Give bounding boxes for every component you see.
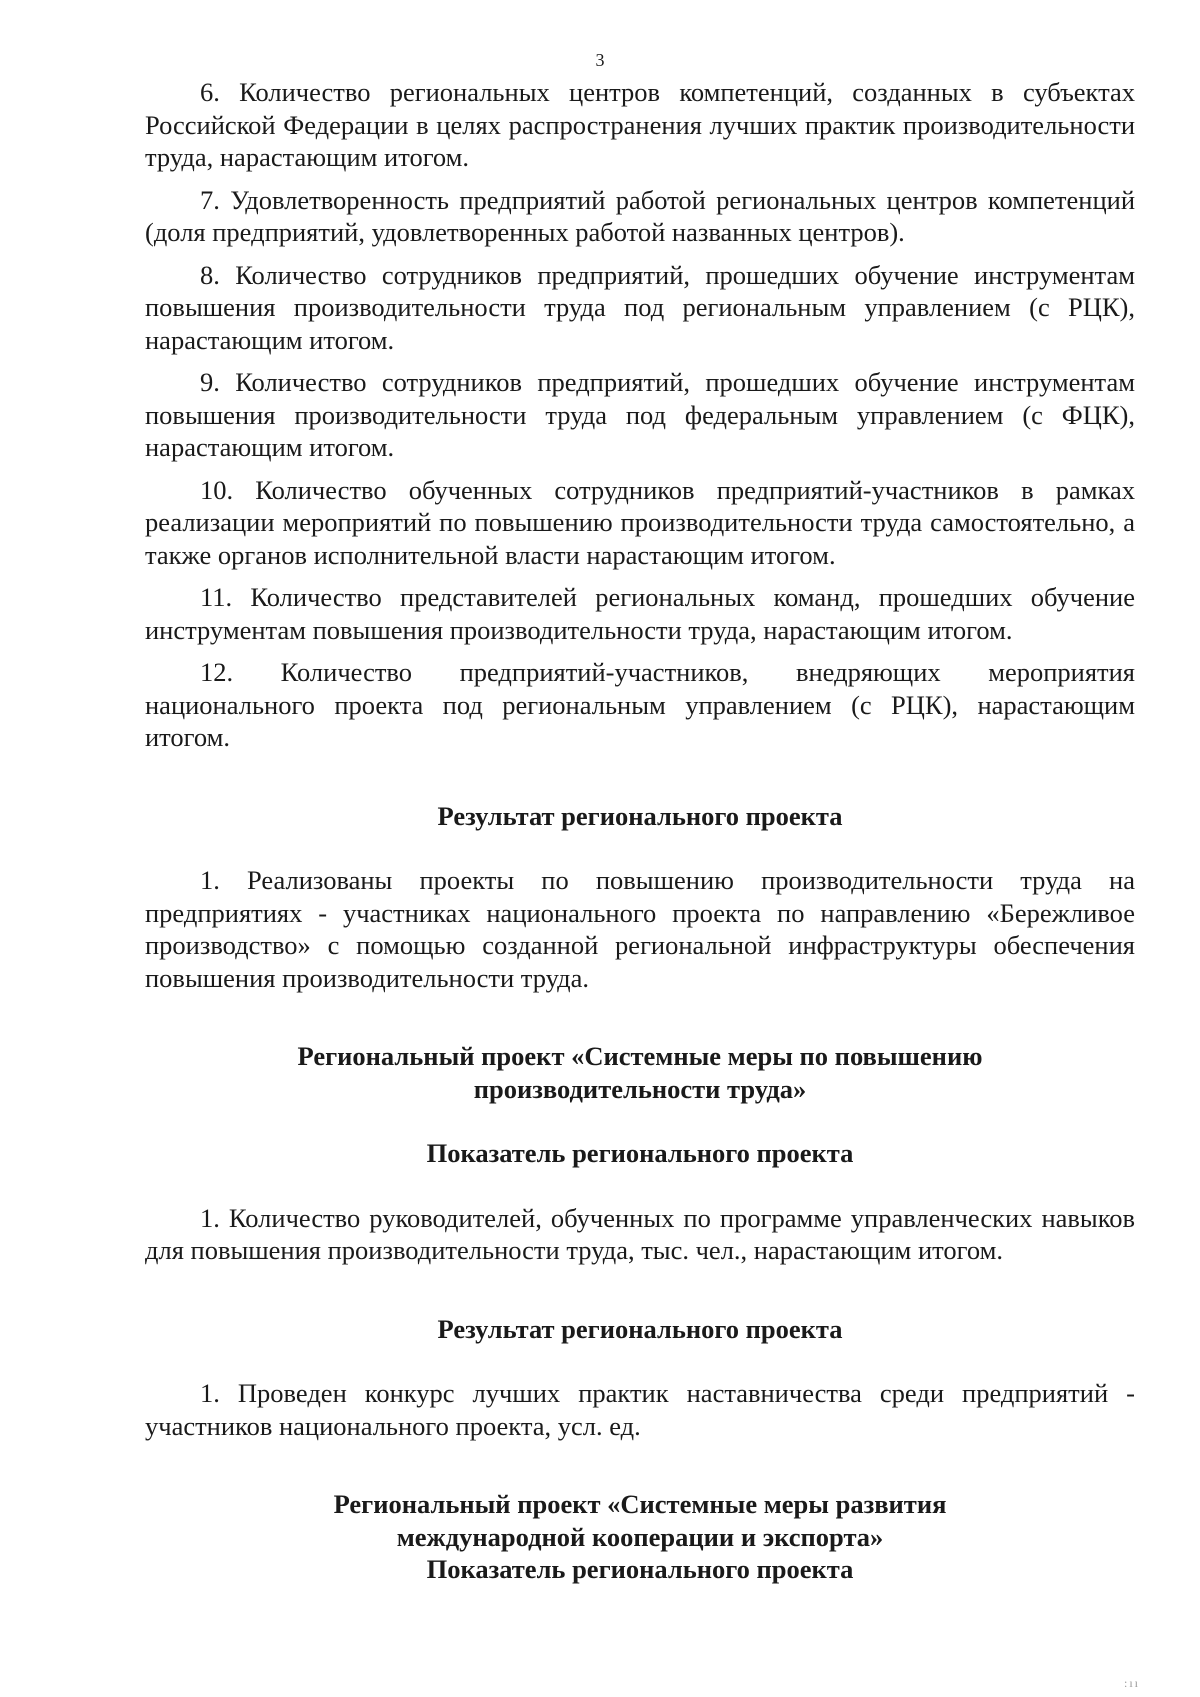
project-title-line: международной кооперации и экспорта» [396,1521,884,1552]
indicator-item: 7. Удовлетворенность предприятий работой региональных центров компетенций (доля предприятий, удовлетворенных работой названных центров). [145,184,1135,247]
indicator-heading: Показатель регионального проекта [426,1138,854,1168]
result-heading: Результат регионального проекта [437,800,843,831]
indicator-item: 9. Количество сотрудников предприятий, прошедших обучение инструментам повышения производительности труда под федеральным управлением (с ФЦК), нарастающим итогом. [145,367,1135,462]
indicator-heading: Показатель регионального проекта [426,1554,854,1584]
project-title-line: Региональный проект «Системные меры по повышению [297,1041,983,1071]
project-title-line: Региональный проект «Системные меры развития [333,1489,947,1519]
result-heading: Результат регионального проекта [437,1313,843,1344]
indicator-item: 11. Количество представителей региональных команд, прошедших обучение инструментам повышения производительности труда, нарастающим итогом. [145,582,1135,645]
project-title [145,1488,1135,1586]
scan-artifact: :ıı [1123,1676,1140,1690]
indicator-item: 8. Количество сотрудников предприятий, прошедших обучение инструментам повышения производительности труда под региональным управлением (с РЦК), нарастающим итогом. [145,259,1135,355]
indicator-item: 10. Количество обученных сотрудников предприятий-участников в рамках реализации мероприятий по повышению производительности труда самостоятельно, а также органов исполнительной власти нарастающим итогом. [145,474,1135,570]
result-text: 1. Реализованы проекты по повышению производительности труда на предприятиях - участниках национального проекта по направлению «Бережливое производство» с помощью созданной региональной инфраструктуры обеспечения повышения производительности труда. [145,865,1135,993]
project-title [145,1040,1135,1105]
indicator-item: 12. Количество предприятий-участников, внедряющих мероприятия национального проекта под региональным управлением (с РЦК), нарастающим итогом. [145,657,1135,752]
project-title-line: производительности труда» [473,1073,807,1104]
indicator-text: 1. Количество руководителей, обученных по программе управленческих навыков для повышения производительности труда, тыс. чел., нарастающим итогом. [145,1202,1135,1265]
document-body [145,76,1135,1586]
indicator-item: 6. Количество региональных центров компетенций, созданных в субъектах Российской Федерации в целях распространения лучших практик производительности труда, нарастающим итогом. [145,77,1135,172]
page-number: 3 [595,50,605,70]
result-text: 1. Проведен конкурс лучших практик наставничества среди предприятий - участников национального проекта, усл. ед. [145,1378,1135,1441]
